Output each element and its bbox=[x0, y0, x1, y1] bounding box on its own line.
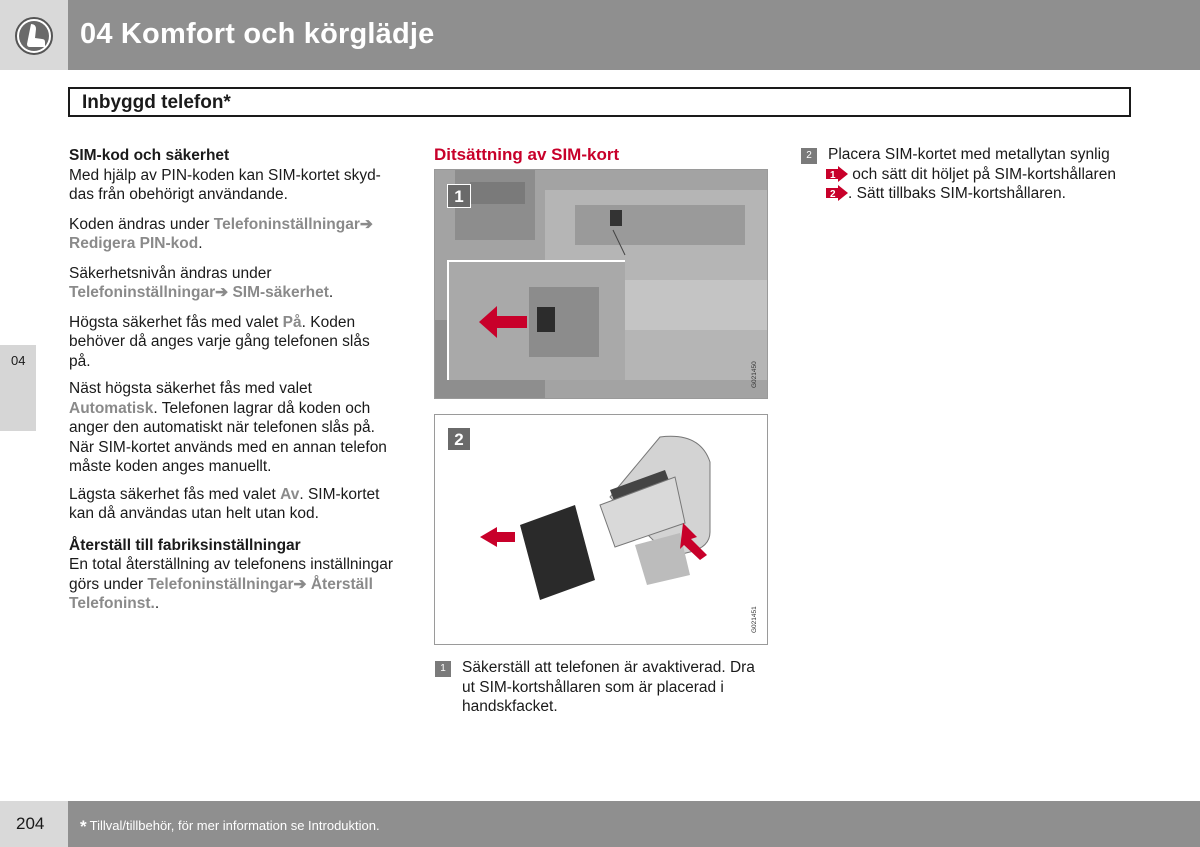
sim-holder-drawing bbox=[435, 415, 768, 645]
lowest-security-paragraph bbox=[69, 485, 399, 524]
menu-arrow-icon: ➔ bbox=[215, 284, 229, 301]
menu-path-aterstall: Återställ Telefoninst. bbox=[69, 575, 373, 612]
menu-path-telefoninstallningar: Telefoninställningar bbox=[147, 575, 294, 593]
glovebox-illustration bbox=[434, 169, 768, 399]
period: . bbox=[198, 235, 203, 252]
step-arrow-2-number: 2 bbox=[830, 189, 836, 200]
header-icon-panel bbox=[0, 0, 68, 70]
step-badge-1: 1 bbox=[435, 661, 451, 677]
period: . bbox=[154, 595, 160, 612]
reset-prefix: En total återställning av telefonens inställningar görs under bbox=[69, 556, 393, 593]
step-badge-2: 2 bbox=[801, 148, 817, 164]
sim-intro-paragraph: Med hjälp av PIN-koden kan SIM-kortet skyd-das från obehörigt användande. bbox=[69, 166, 381, 203]
level-change-prefix: Säkerhetsnivån ändras under bbox=[69, 264, 272, 282]
chapter-title: 04 Komfort och körglädje bbox=[80, 18, 435, 50]
detail-inset bbox=[447, 260, 625, 380]
lowest-suffix: . SIM-kortet kan då användas utan helt utan kod. bbox=[69, 485, 380, 522]
reset-paragraph bbox=[69, 555, 404, 614]
footnote-text: Tillval/tillbehör, för mer information se Introduktion. bbox=[89, 818, 380, 833]
sim-insert-heading: Ditsättning av SIM-kort bbox=[434, 145, 620, 164]
figure-code-1: G021450 bbox=[751, 361, 758, 388]
next-security-paragraph bbox=[69, 379, 399, 477]
menu-arrow-icon: ➔ bbox=[293, 575, 307, 593]
highest-suffix: . Koden behöver då anges varje gång telefonen slås på. bbox=[69, 313, 370, 370]
option-av: Av bbox=[280, 485, 300, 503]
figure-badge-1: 1 bbox=[447, 184, 471, 208]
level-change-paragraph bbox=[69, 264, 414, 303]
sim-heading: SIM-kod och säkerhet bbox=[69, 147, 230, 164]
step-arrow-2-icon bbox=[826, 185, 848, 202]
figure-code-2: G021451 bbox=[751, 606, 758, 633]
code-change-prefix: Koden ändras under bbox=[69, 215, 214, 233]
step-arrow-1-icon bbox=[826, 166, 848, 183]
highest-prefix: Högsta säkerhet fås med valet bbox=[69, 313, 283, 331]
menu-path-sim-sakerhet: SIM-säkerhet bbox=[232, 284, 329, 301]
section-title: Inbyggd telefon* bbox=[82, 92, 231, 113]
option-automatisk: Automatisk bbox=[69, 399, 154, 417]
next-prefix: Näst högsta säkerhet fås med valet bbox=[69, 380, 312, 397]
lowest-prefix: Lägsta säkerhet fås med valet bbox=[69, 485, 281, 503]
step-2-text bbox=[828, 145, 1138, 204]
menu-path-redigera-pin: Redigera PIN-kod bbox=[69, 235, 199, 252]
left-column bbox=[69, 146, 414, 614]
menu-path-telefoninstallningar: Telefoninställningar bbox=[69, 284, 216, 301]
step-arrow-1-number: 1 bbox=[830, 169, 836, 181]
menu-arrow-icon: ➔ bbox=[359, 215, 373, 233]
next-suffix: . Telefonen lagrar då koden och anger den automatiskt när telefonen slås på. När SIM-kortet används med en annan telefon måste koden anges manuellt. bbox=[69, 399, 387, 475]
footer-note bbox=[80, 817, 380, 837]
step-2-line-1: Placera SIM-kortet med metallytan synlig bbox=[828, 146, 1110, 163]
footnote-star: * bbox=[80, 817, 87, 836]
figure-badge-2: 2 bbox=[447, 427, 471, 451]
chapter-side-tab-label: 04 bbox=[11, 353, 26, 368]
page-number: 204 bbox=[16, 814, 45, 833]
seat-icon bbox=[14, 16, 54, 56]
sim-holder-illustration bbox=[434, 414, 768, 645]
code-change-paragraph bbox=[69, 215, 414, 254]
option-pa: På bbox=[282, 313, 302, 331]
step-1-text: Säkerställ att telefonen är avaktiverad. Dra ut SIM-kortshållaren som är placerad i handskfacket. bbox=[462, 659, 755, 715]
highest-security-paragraph bbox=[69, 313, 389, 372]
period: . bbox=[328, 284, 334, 301]
sim-holder-detail-drawing bbox=[449, 262, 625, 380]
step-2-line-2: och sätt dit höljet på SIM-kortshållaren bbox=[848, 165, 1116, 183]
menu-path-telefoninstallningar: Telefoninställningar bbox=[213, 215, 360, 233]
reset-heading: Återställ till fabriksinställningar bbox=[69, 536, 301, 554]
section-title-box bbox=[68, 87, 1131, 117]
step-2-line-3: . Sätt tillbaks SIM-kortshållaren. bbox=[848, 185, 1066, 202]
